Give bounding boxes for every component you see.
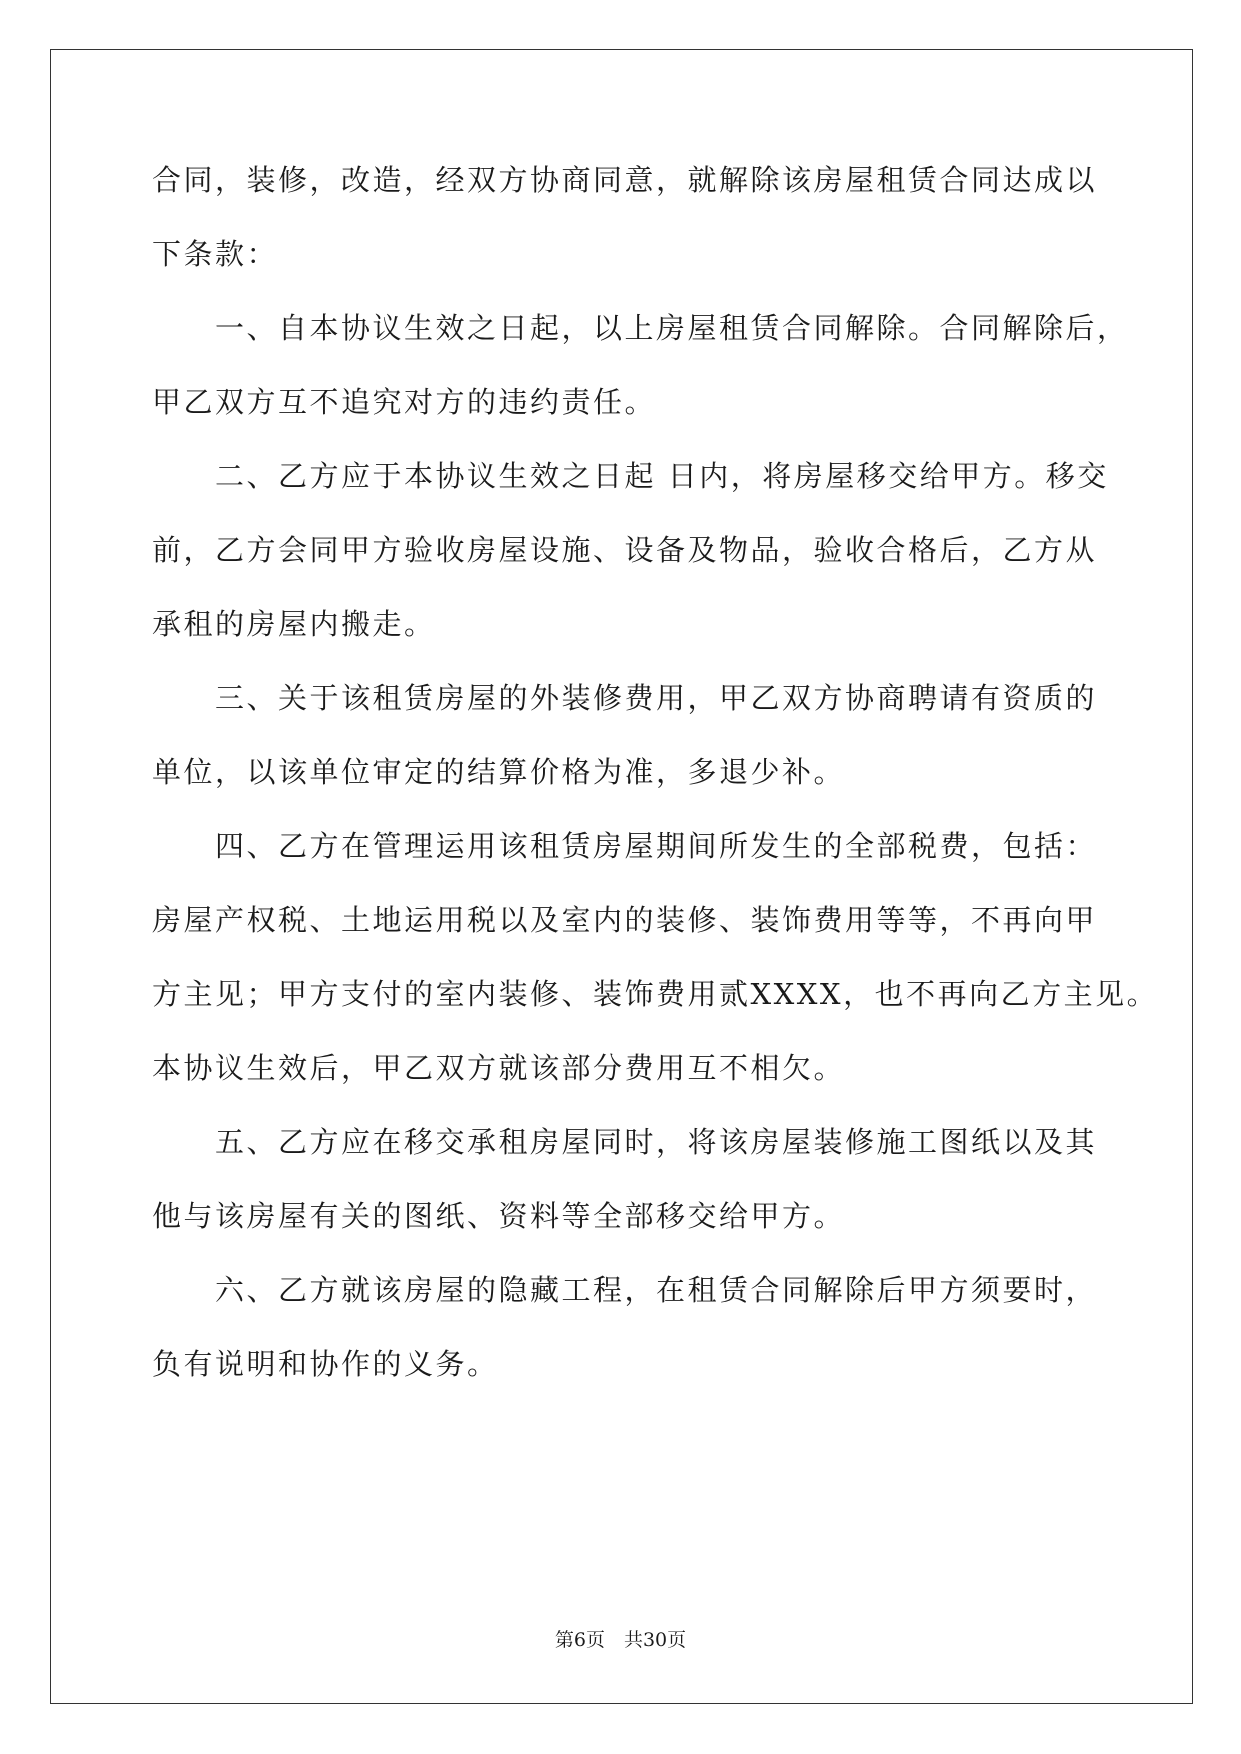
text-line: 负有说明和协作的义务。 <box>152 1347 499 1381</box>
text-line: 房屋产权税、土地运用税以及室内的装修、装饰费用等等，不再向甲 <box>152 903 1098 937</box>
page-border <box>50 49 1193 1704</box>
text-line: 合同，装修，改造，经双方协商同意，就解除该房屋租赁合同达成以 <box>152 163 1098 197</box>
text-line: 承租的房屋内搬走。 <box>152 607 436 641</box>
text-line: 下条款： <box>152 237 279 271</box>
text-line: 二、乙方应于本协议生效之日起 日内，将房屋移交给甲方。移交 <box>152 459 1109 493</box>
text-line: 前，乙方会同甲方验收房屋设施、设备及物品，验收合格后，乙方从 <box>152 533 1098 567</box>
text-line: 六、乙方就该房屋的隐藏工程，在租赁合同解除后甲方须要时， <box>152 1273 1098 1307</box>
text-line: 一、自本协议生效之日起，以上房屋租赁合同解除。合同解除后， <box>152 311 1129 345</box>
page-number: 第6页 共30页 <box>554 1629 687 1651</box>
text-line: 三、关于该租赁房屋的外装修费用，甲乙双方协商聘请有资质的 <box>152 681 1098 715</box>
text-line: 五、乙方应在移交承租房屋同时，将该房屋装修施工图纸以及其 <box>152 1125 1098 1159</box>
text-line: 单位，以该单位审定的结算价格为准，多退少补。 <box>152 755 846 789</box>
text-line: 本协议生效后，甲乙双方就该部分费用互不相欠。 <box>152 1051 846 1085</box>
text-line: 方主见；甲方支付的室内装修、装饰费用贰XXXX，也不再向乙方主见。 <box>152 977 1159 1011</box>
text-line: 他与该房屋有关的图纸、资料等全部移交给甲方。 <box>152 1199 846 1233</box>
text-line: 四、乙方在管理运用该租赁房屋期间所发生的全部税费，包括： <box>152 829 1098 863</box>
text-line: 甲乙双方互不追究对方的违约责任。 <box>152 385 657 419</box>
